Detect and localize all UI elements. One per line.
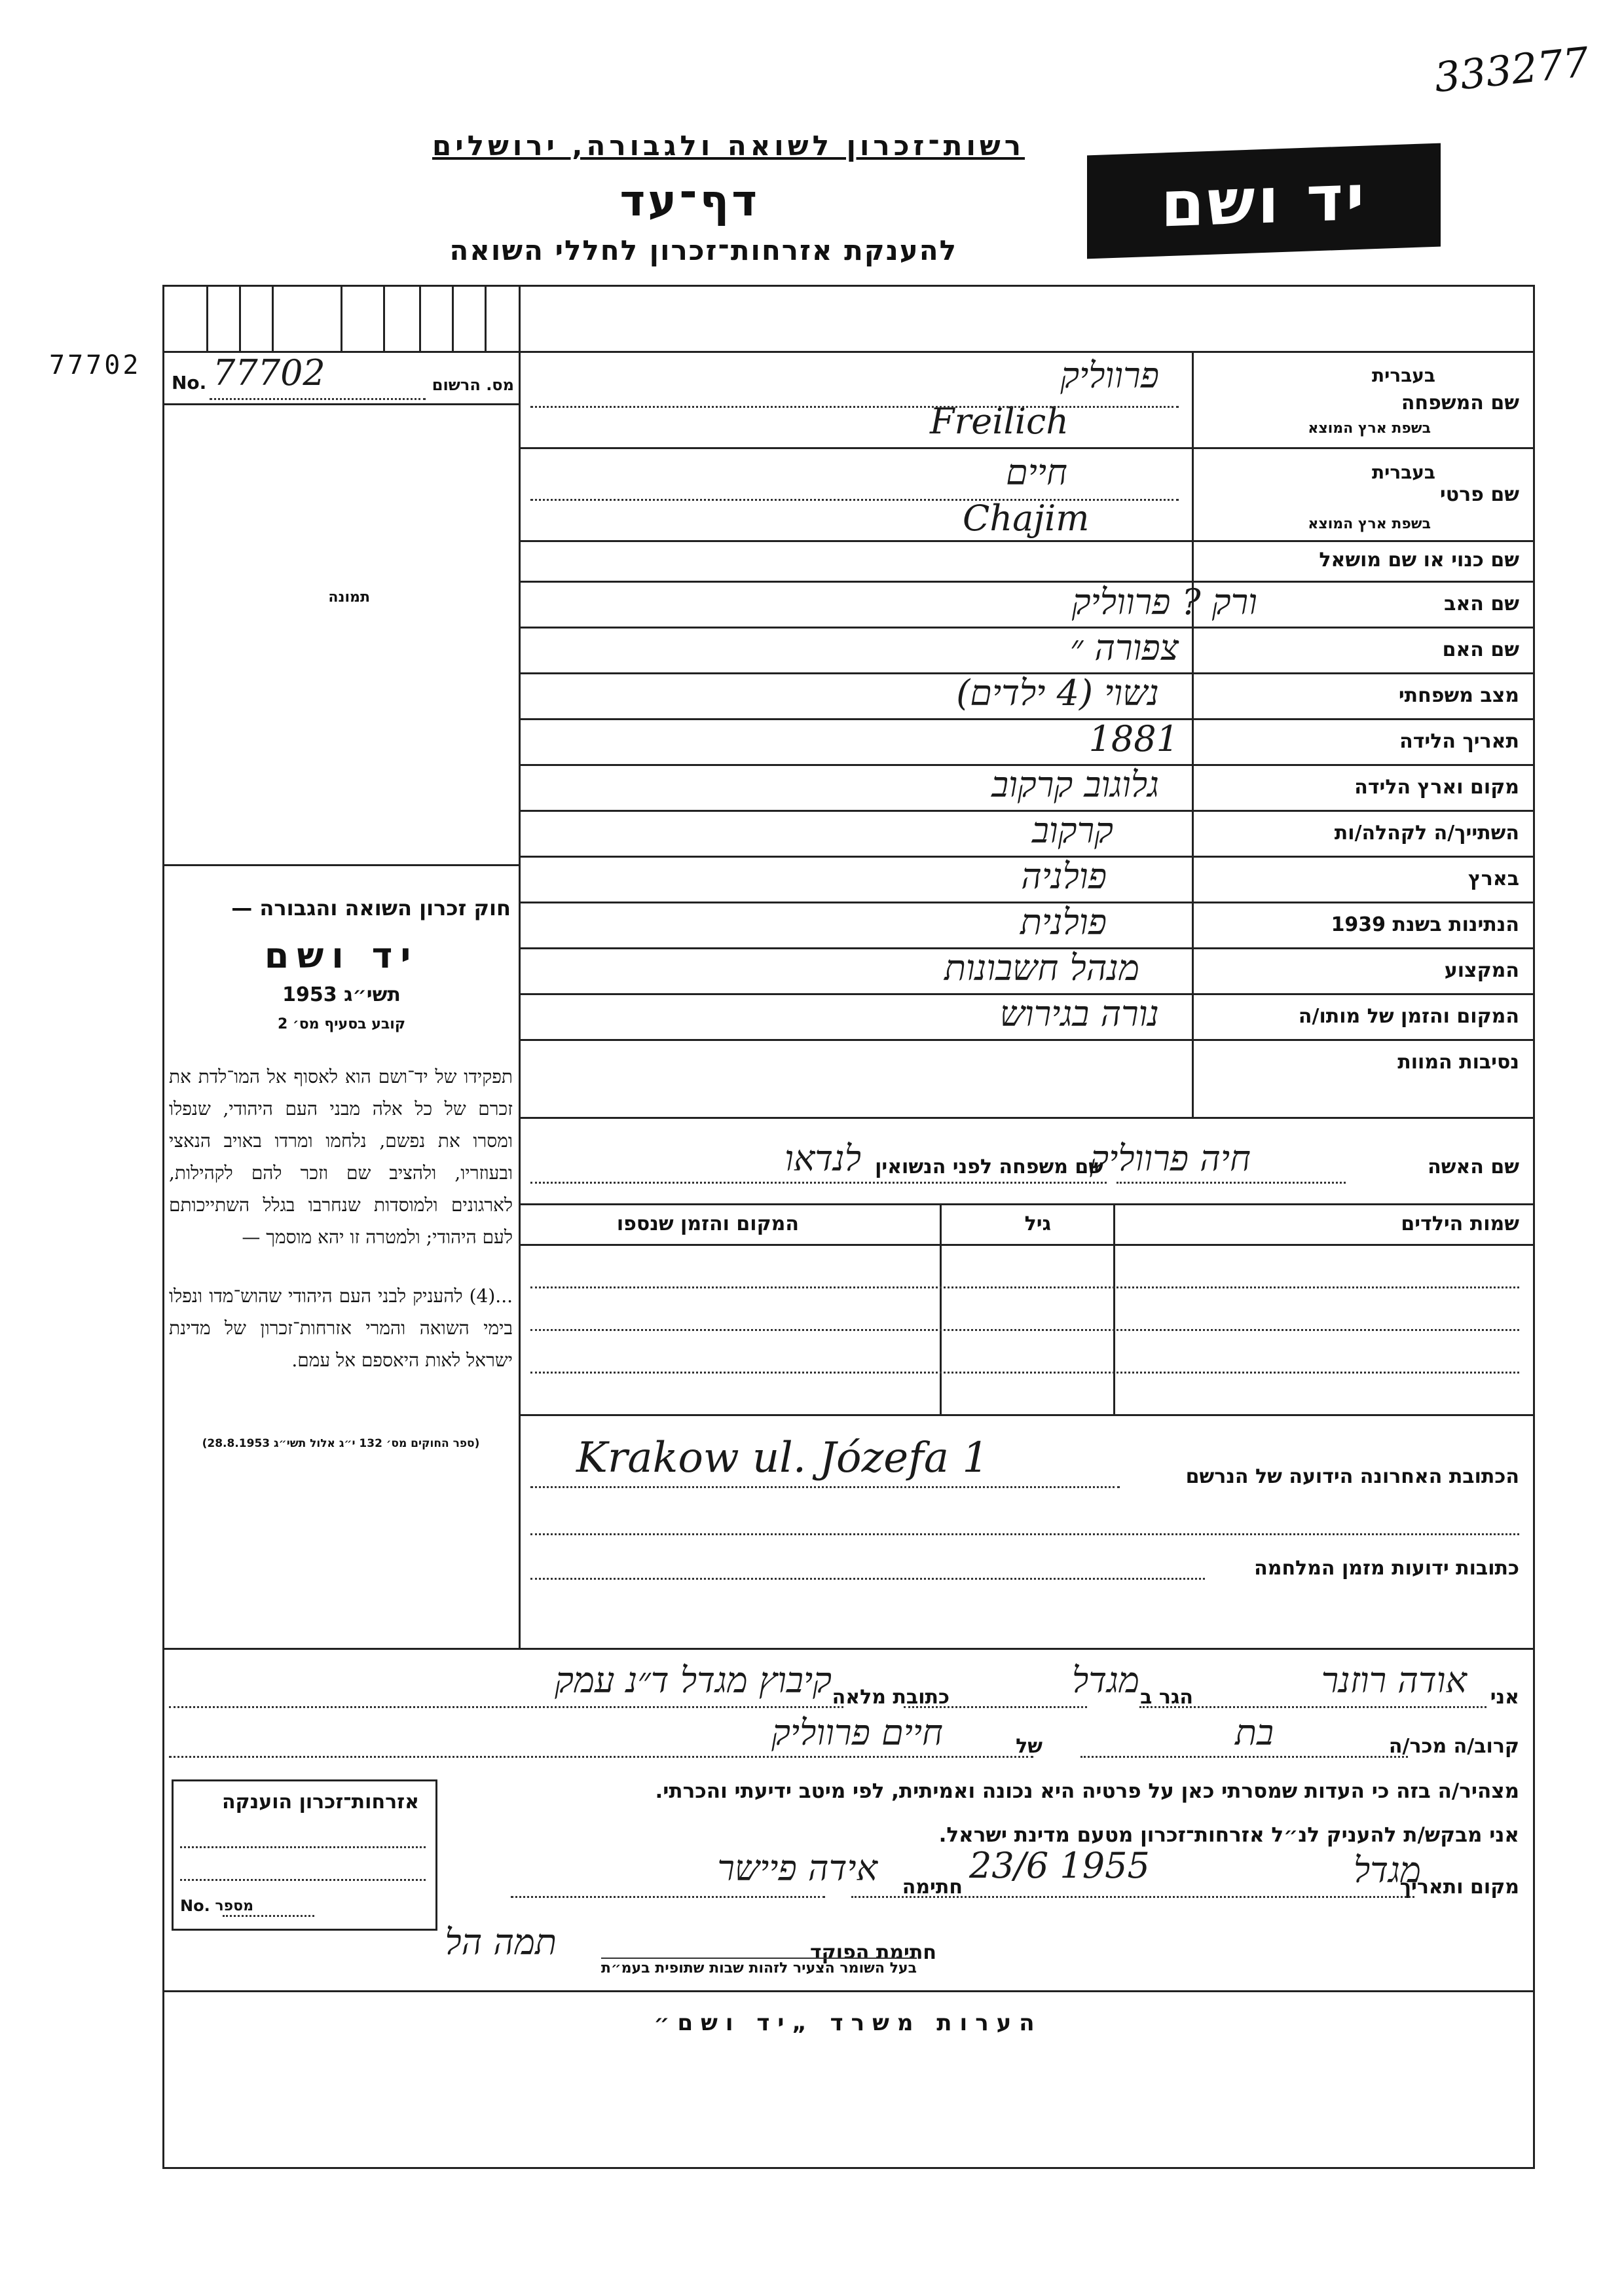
maiden-name-label: שם משפחה לפני הנשואין (875, 1156, 1103, 1178)
record-number-label: מס. הרשום (432, 376, 514, 394)
birth-place-value: גלוגוב קרקוב (991, 764, 1159, 805)
relation-of-value: חיים פרווליק (771, 1712, 943, 1753)
relation-label: קרוב/ה מכר/ה (1388, 1735, 1519, 1758)
authority-heading: רשות־זכרון לשואה ולגבורה, ירושלים (432, 130, 1025, 162)
first-name-origin: Chajim (963, 498, 1090, 539)
logo-text: יד ושם (1160, 160, 1367, 242)
birth-place-label: מקום וארץ הלידה (1354, 776, 1519, 799)
maiden-name-value: לנדאו (784, 1138, 861, 1179)
yad-vashem-logo (1087, 143, 1441, 259)
mother-value: צפורה ״ (1069, 627, 1179, 668)
official-signature-value: תמה הל (445, 1922, 557, 1963)
birth-date-value: 1881 (1088, 718, 1179, 759)
place-value: מגדל (1354, 1850, 1421, 1891)
citizenship-granted-title: אזרחות־זכרון הוענקה (221, 1791, 419, 1813)
country-value: פולניה (1021, 856, 1107, 897)
death-circumstances-label: נסיבות המוות (1397, 1051, 1519, 1074)
declarant-address-value: קיבוץ מגדל ד״נ עמק (555, 1660, 832, 1701)
children-age-header: גיל (1024, 1212, 1051, 1235)
form-title: דף־עד (619, 175, 760, 226)
first-name-origin-sub: בשפת ארץ המוצא (1308, 516, 1431, 532)
law-clause: קובע בסעיף מס׳ 2 (277, 1016, 406, 1032)
community-value: קרקוב (1031, 810, 1113, 851)
marital-status-value: נשוי (4 ילדים) (956, 672, 1159, 714)
first-name-label: שם פרטי (1439, 483, 1519, 506)
family-name-hebrew: פרווליק (1060, 355, 1159, 396)
law-year: תשי״ג 1953 (282, 983, 401, 1006)
children-names-header: שמות הילדים (1401, 1212, 1519, 1235)
family-name-origin-sub: בשפת ארץ המוצא (1308, 420, 1431, 437)
official-stamp: בעל השומר הצעיר לזהות שבות שתופית בעמ״ת (601, 1958, 917, 1977)
signature-value: אידה פיישר (717, 1848, 877, 1889)
family-name-hebrew-sub: בעברית (1371, 365, 1435, 386)
relation-of-label: של (1016, 1735, 1043, 1758)
law-title: חוק זכרון השואה והגבורה — (231, 896, 511, 920)
law-text-2: ...(4) להעניק לבני העם היהודי שהוש־מדו ונפלו בימי השואה והמרי אזרחות־זכרון של מדינת ישראל לאות היאספם אל עמם. (169, 1285, 513, 1371)
last-address-label: הכתובת האחרונה הידועה של הנרשם (1185, 1465, 1519, 1488)
family-name-origin: Freilich (930, 401, 1069, 442)
first-name-hebrew: חיים (1006, 452, 1067, 493)
family-name-label: שם המשפחה (1401, 392, 1519, 414)
children-place-header: המקום והזמן שנספו (616, 1212, 799, 1235)
wife-label: שם האשה (1428, 1156, 1519, 1178)
father-label: שם האב (1444, 592, 1519, 615)
citizenship-number-label: מספר (215, 1898, 253, 1914)
law-citation: (ספר החוקים מס׳ 132 י״ג אלול תשי״ג 28.8.1953) (202, 1437, 480, 1450)
declaration-text: מצהיר/ה בזה כי העדות שמסרתי כאן על פרטיה היא נכונה ואמיתית, לפי מיטב ידיעתי והכרתי. (655, 1779, 1519, 1803)
official-signature-label: חתימת הפוקד (810, 1941, 936, 1964)
margin-note: 333277 (1431, 37, 1591, 102)
marital-status-label: מצב משפחתי (1398, 684, 1519, 707)
record-number-prefix: No. (172, 372, 207, 393)
signature-label: חתימה (902, 1876, 963, 1899)
father-value: ורק ? פרווליק (1071, 581, 1257, 623)
profession-value: מנהל חשבונות (944, 947, 1139, 989)
birth-date-label: תאריך הלידה (1399, 730, 1519, 753)
date-value: 23/6 1955 (969, 1845, 1150, 1886)
record-number-value: 77702 (213, 352, 325, 393)
wife-value: חיה פרווליק (1090, 1138, 1251, 1179)
country-label: בארץ (1467, 867, 1519, 890)
community-label: השתייך/ה לקהלה/ות (1334, 822, 1519, 845)
citizenship-value: פולנית (1020, 902, 1107, 943)
declarant-name: אודה רוזנר (1321, 1660, 1467, 1701)
last-address-value: Krakow ul. Józefa 1 (576, 1434, 989, 1482)
death-place-value: נורה בגירוש (999, 993, 1159, 1034)
photo-label: תמונה (328, 589, 370, 606)
war-address-label: כתובות ידועות מזמן המלחמה (1254, 1557, 1519, 1580)
declarant-lives-value: מגדל (1072, 1660, 1139, 1701)
citizenship-label: הנתינות בשנת 1939 (1331, 913, 1519, 936)
declarant-lives-label: הגר ב (1140, 1686, 1193, 1709)
citizenship-number-prefix: No. (180, 1897, 210, 1915)
law-text-1: תפקידו של יד־ושם הוא לאסוף אל המו־לדת את זכרם של כל אלה מבני העם היהודי, שנפלו ומסרו את נפשם, נלחמו ומרדו באויב הנאצי ובעוזריו, ולהציב שם וזכר להם לקהילות, לארגונים ולמוסדות שנחרבו בגלל השתייכותם לעם היהודי; ולמטרה זו יהא מוסמך — (169, 1066, 513, 1248)
office-notes-label: הערות משרד „יד ושם״ (654, 2010, 1043, 2036)
mother-label: שם האם (1442, 638, 1519, 661)
relation-value: בת (1235, 1712, 1274, 1753)
nickname-label: שם כנוי או שם מושאל (1319, 549, 1519, 572)
law-name: יד ושם (264, 935, 419, 976)
death-place-label: המקום והזמן של מותו/ה (1298, 1005, 1519, 1028)
side-record-number: 77702 (49, 350, 141, 380)
profession-label: המקצוע (1444, 959, 1519, 982)
form-subtitle: להענקת אזרחות־זכרון לחללי השואה (449, 234, 957, 266)
declarant-i-label: אני (1490, 1686, 1519, 1709)
first-name-hebrew-sub: בעברית (1371, 462, 1435, 483)
place-date-label: מקום ותאריך (1399, 1876, 1519, 1899)
declarant-address-label: כתובת מלאה (832, 1686, 950, 1709)
request-text: אני מבקש/ת להעניק לנ״ל אזרחות־זכרון מטעם מדינת ישראל. (938, 1823, 1519, 1847)
